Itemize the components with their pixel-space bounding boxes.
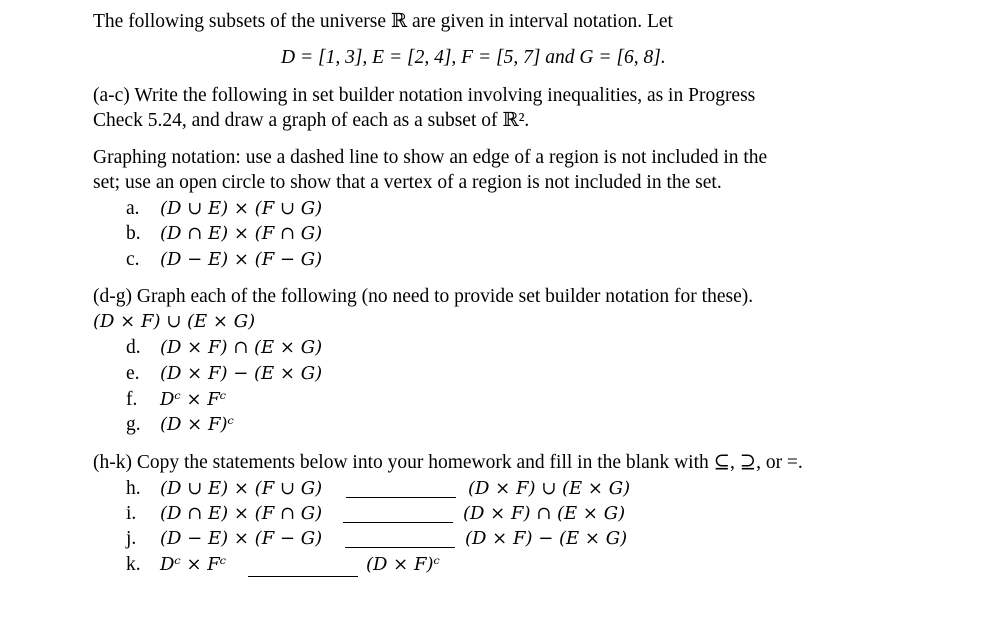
item-left-expr: (D ∩ E) × (F ∩ G) — [160, 503, 323, 524]
item-label: b. — [126, 223, 141, 244]
item-label: i. — [126, 503, 137, 524]
list-item-h — [126, 477, 322, 501]
item-expr: (D ∪ E) × (F ∪ G) — [160, 198, 323, 219]
item-label: h. — [126, 478, 141, 499]
list-item-a — [126, 197, 322, 221]
item-label: c. — [126, 249, 140, 270]
part-hk-line1: (h-k) Copy the statements below into your homework and fill in the blank with ⊆, ⊇, or =. — [93, 452, 803, 473]
graphing-line1: Graphing notation: use a dashed line to show an edge of a region is not included in the — [93, 147, 768, 168]
item-label: k. — [126, 554, 141, 575]
set-definition: D = [1, 3], E = [2, 4], F = [5, 7] and G = [6, 8]. — [281, 47, 666, 68]
item-left-expr: (D − E) × (F − G) — [160, 528, 323, 549]
item-label: j. — [126, 528, 137, 549]
item-right-expr-j: (D × F) − (E × G) — [465, 528, 628, 549]
part-dg-line1: (d-g) Graph each of the following (no need to provide set builder notation for these). — [93, 286, 754, 307]
item-right-expr-i: (D × F) ∩ (E × G) — [463, 503, 626, 524]
list-item-b — [126, 222, 322, 246]
item-expr: (D − E) × (F − G) — [160, 249, 323, 270]
item-label: f. — [126, 389, 138, 410]
item-right-expr-k: (D × F)ᶜ — [366, 554, 440, 575]
answer-blank-i[interactable] — [343, 522, 453, 523]
item-right-expr-h: (D × F) ∪ (E × G) — [468, 478, 631, 499]
list-item-j — [126, 527, 322, 551]
answer-blank-k[interactable] — [248, 576, 358, 577]
item-expr: (D × F) − (E × G) — [160, 363, 323, 384]
list-item-g — [126, 413, 234, 437]
list-item-i — [126, 502, 322, 526]
list-item-f — [126, 388, 226, 412]
item-expr: Dᶜ × Fᶜ — [160, 389, 227, 410]
intro-text: The following subsets of the universe ℝ are given in interval notation. Let — [93, 11, 673, 32]
answer-blank-h[interactable] — [346, 497, 456, 498]
item-expr: (D ∩ E) × (F ∩ G) — [160, 223, 323, 244]
item-left-expr: Dᶜ × Fᶜ — [160, 554, 227, 575]
part-dg-lead-expr: (D × F) ∪ (E × G) — [93, 311, 256, 332]
item-label: a. — [126, 198, 140, 219]
item-label: d. — [126, 337, 141, 358]
item-expr: (D × F)ᶜ — [160, 414, 234, 435]
item-label: e. — [126, 363, 140, 384]
list-item-e — [126, 362, 322, 386]
part-ac-line1: (a-c) Write the following in set builder notation involving inequalities, as in Progress — [93, 85, 756, 106]
item-left-expr: (D ∪ E) × (F ∪ G) — [160, 478, 323, 499]
graphing-line2: set; use an open circle to show that a vertex of a region is not included in the set. — [93, 172, 722, 193]
part-ac-line2: Check 5.24, and draw a graph of each as a subset of ℝ². — [93, 110, 530, 131]
list-item-d — [126, 336, 322, 360]
list-item-c — [126, 248, 322, 272]
item-expr: (D × F) ∩ (E × G) — [160, 337, 323, 358]
answer-blank-j[interactable] — [345, 547, 455, 548]
item-label: g. — [126, 414, 141, 435]
list-item-k — [126, 553, 226, 577]
